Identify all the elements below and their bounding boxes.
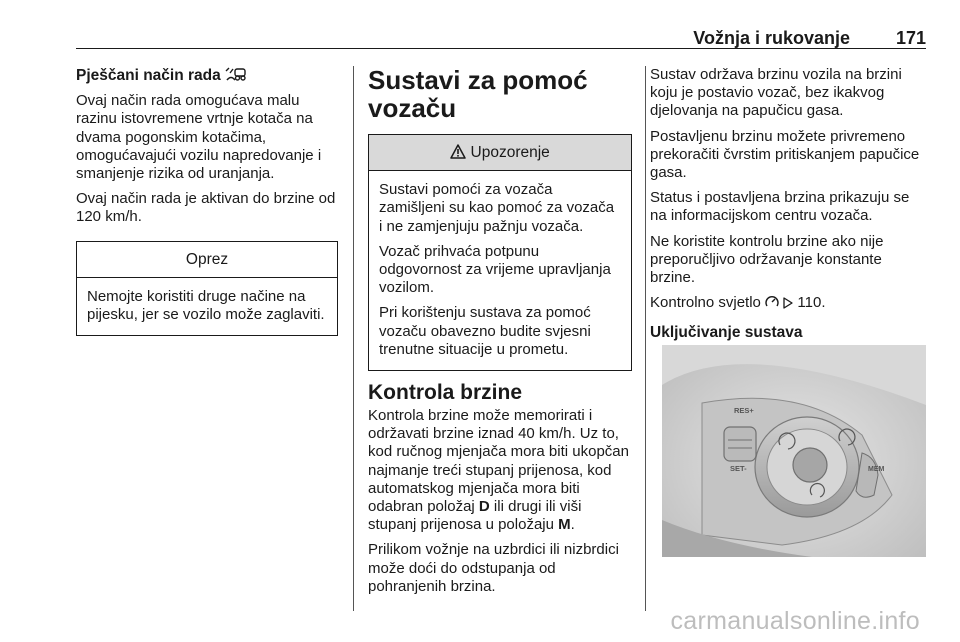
warning-paragraph-1: Sustavi pomoći za vozača zamišljeni su kao pomoć za vozača i ne zamjenjuju pažnju vozača. <box>379 181 615 235</box>
res-label: RES+ <box>734 406 754 415</box>
activation-heading: Uključivanje sustava <box>650 324 803 342</box>
caution-box <box>76 241 338 337</box>
cruise-control-heading: Kontrola brzine <box>368 381 523 405</box>
column-right <box>650 66 928 350</box>
sand-mode-heading <box>76 66 338 85</box>
p1-text-a: Kontrola brzine može memorirati i održavati brzine iznad 40 km/h. Uz to, kod ručnog mjenjača mora biti ukopčan najmanje treći stupanj prijenosa, kod automatskog mjenjača mora biti odabran položaj <box>368 407 629 516</box>
column-middle <box>368 66 632 603</box>
gear-m: M <box>558 516 571 534</box>
warning-paragraph-3: Pri korištenju sustava za pomoć vozaču obavezno budite svjesni trenutne situacije u prometu. <box>379 304 591 358</box>
warning-triangle-icon <box>450 144 466 159</box>
cruise-control-paragraph-2: Prilikom vožnje na uzbrdici ili nizbrdici može doći do odstupanja od pohranjenih brzina. <box>368 541 619 595</box>
column-left <box>76 66 338 346</box>
cruise-paragraph-1: Sustav održava brzinu vozila na brzini koju je postavio vozač, bez ikakvog djelovanja na papučicu gasa. <box>650 66 902 120</box>
page-header <box>76 22 926 49</box>
cruise-paragraph-4: Ne koristite kontrolu brzine ako nije preporučljivo održavanje konstante brzine. <box>650 232 884 287</box>
cruise-paragraph-2: Postavljenu brzinu možete privremeno prekoračiti čvrstim pritiskanjem papučice gasa. <box>650 127 920 182</box>
p1-text-end: . <box>570 516 575 534</box>
section-title: Sustavi za pomoć vozaču <box>368 65 588 123</box>
caution-text: Nemojte koristiti druge načine na pijesku, jer se vozilo može zaglaviti. <box>87 287 325 324</box>
watermark: carmanualsonline.info <box>670 607 920 635</box>
page-reference-arrow-icon[interactable] <box>783 297 793 309</box>
sand-mode-heading-text: Pješčani način rada <box>76 67 221 84</box>
page-reference-link[interactable]: 110. <box>797 294 826 312</box>
cruise-paragraph-3: Status i postavljena brzina prikazuju se na informacijskom centru vozača. <box>650 189 910 225</box>
page-number: 171 <box>895 28 926 48</box>
sand-mode-icon <box>225 66 247 82</box>
sand-mode-paragraph-1: Ovaj način rada omogućava malu razinu istovremene vrtnje kotača na dvama pogonskim kotačima, omogućavajući vozilu napredovanje i smanjenje rizika od uranjanja. <box>76 92 322 183</box>
set-label: SET- <box>730 464 747 473</box>
gear-d: D <box>478 498 490 516</box>
indicator-text: Kontrolno svjetlo <box>650 294 761 312</box>
p1-text-b: ili drugi ili viši stupanj prijenosa u položaju <box>368 498 582 534</box>
warning-header <box>369 135 631 171</box>
warning-paragraph-2: Vozač prihvaća potpunu odgovornost za vrijeme upravljanja vozilom. <box>379 242 611 297</box>
warning-title: Upozorenje <box>470 144 550 161</box>
steering-wheel-image <box>662 345 926 557</box>
column-divider-2 <box>645 66 646 611</box>
sand-mode-paragraph-2: Ovaj način rada je aktivan do brzine od 120 km/h. <box>76 190 336 226</box>
cruise-control-paragraph-1 <box>368 407 632 534</box>
column-divider-1 <box>353 66 354 611</box>
warning-box <box>368 134 632 371</box>
cruise-paragraph-5 <box>650 294 928 312</box>
caution-title: Oprez <box>77 242 337 278</box>
chapter-title: Vožnja i rukovanje <box>693 28 850 48</box>
mem-label: MEM <box>868 466 885 473</box>
cruise-control-icon <box>765 295 779 309</box>
